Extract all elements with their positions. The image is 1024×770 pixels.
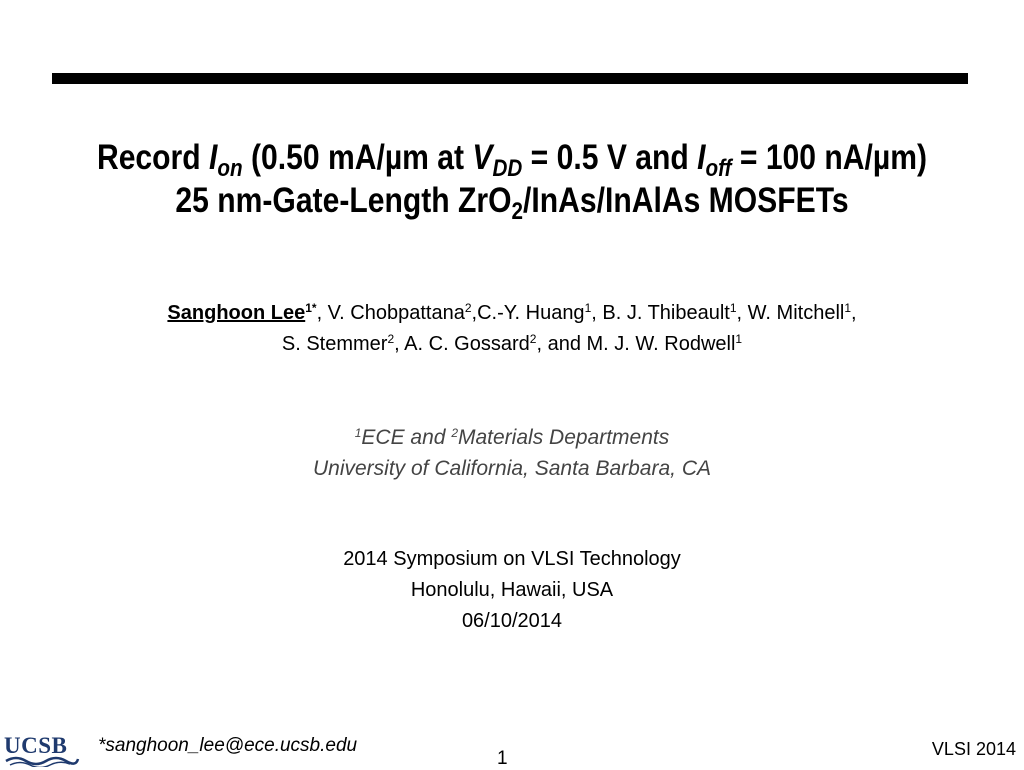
author-list	[0, 298, 1024, 360]
title-line-2: 25 nm-Gate-Length ZrO$_2$/InAs/InAlAs MOSFETs	[175, 181, 849, 225]
affiliation-line-1: $^1$ECE and $^2$Materials Departments	[354, 426, 670, 449]
contact-email: *sanghoon_lee@ece.ucsb.edu	[98, 735, 358, 756]
ucsb-logo-text: UCSB	[4, 733, 68, 758]
conference-info	[0, 544, 1024, 637]
affiliation-line-2: University of California, Santa Barbara, CA	[312, 457, 711, 480]
conference-name: 2014 Symposium on VLSI Technology	[343, 548, 681, 570]
lead-author: Sanghoon Lee	[167, 302, 306, 324]
wave-icon	[4, 753, 80, 767]
ucsb-logo	[4, 733, 80, 765]
conference-footer-label: VLSI 2014	[931, 739, 1016, 759]
author-line-2: S. Stemmer$^2$, A. C. Gossard$^2$, and M. J. W. Rodwell$^1$	[281, 332, 743, 355]
title-line-1: Record $I_{on}$ (0.50 mA/µm at $V_{DD} = 0.5$ V and $I_{off} = 100$ nA/µm)	[96, 138, 928, 182]
conference-location: Honolulu, Hawaii, USA	[410, 579, 614, 601]
conference-date: 06/10/2014	[461, 610, 563, 632]
author-line-1: Sanghoon Lee$^{1*}$, V. Chobpattana$^2$,C.-Y. Huang$^1$, B. J. Thibeault$^1$, W. Mitchell$^1$,	[167, 301, 857, 324]
affiliation	[0, 422, 1024, 484]
slide-title	[72, 136, 953, 225]
header-rule	[52, 73, 968, 84]
page-number: 1	[497, 748, 508, 769]
